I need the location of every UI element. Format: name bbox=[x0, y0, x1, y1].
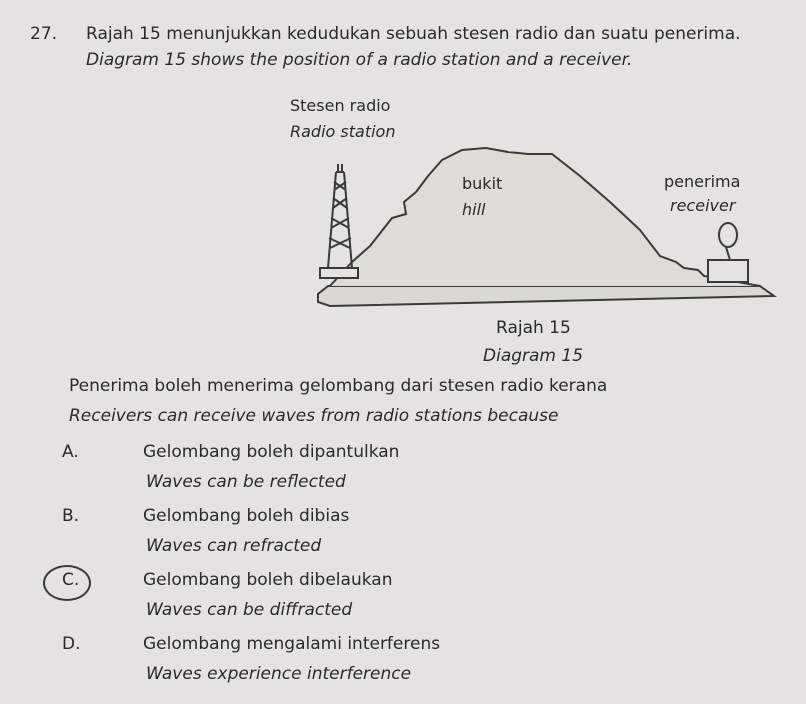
option-letter: C. bbox=[62, 570, 80, 590]
question-text-malay: Rajah 15 menunjukkan kedudukan sebuah stesen radio dan suatu penerima. bbox=[86, 24, 741, 44]
receiver-label-malay: penerima bbox=[664, 172, 741, 191]
diagram-radio-station-hill bbox=[290, 90, 790, 320]
hill-label-malay: bukit bbox=[462, 174, 503, 193]
option-text-malay: Gelombang boleh dibelaukan bbox=[143, 570, 393, 590]
option-text-malay: Gelombang mengalami interferens bbox=[143, 634, 441, 654]
question-text-english: Diagram 15 shows the position of a radio station and a receiver. bbox=[86, 50, 633, 70]
option-text-malay: Gelombang boleh dipantulkan bbox=[143, 442, 400, 462]
receiver-label-english: receiver bbox=[670, 196, 736, 215]
option-text-malay: Gelombang boleh dibias bbox=[143, 506, 350, 526]
stem-malay: Penerima boleh menerima gelombang dari stesen radio kerana bbox=[69, 376, 608, 396]
option-letter: A. bbox=[62, 442, 79, 462]
question-number: 27. bbox=[30, 24, 58, 44]
option-letter: B. bbox=[62, 506, 80, 526]
diagram-caption-malay: Rajah 15 bbox=[496, 318, 571, 338]
stem-english: Receivers can receive waves from radio stations because bbox=[69, 406, 559, 426]
station-label-english: Radio station bbox=[290, 122, 396, 141]
receiver-house-icon bbox=[708, 223, 748, 282]
hill-label-english: hill bbox=[462, 200, 486, 219]
diagram-caption-english: Diagram 15 bbox=[483, 346, 584, 366]
option-letter: D. bbox=[62, 634, 81, 654]
option-text-english: Waves experience interference bbox=[146, 664, 412, 684]
option-text-english: Waves can be reflected bbox=[146, 472, 346, 492]
option-text-english: Waves can be diffracted bbox=[146, 600, 353, 620]
option-text-english: Waves can refracted bbox=[146, 536, 322, 556]
station-label-malay: Stesen radio bbox=[290, 96, 391, 115]
ground bbox=[318, 286, 774, 306]
radio-tower-icon bbox=[320, 164, 358, 278]
hill-outline bbox=[330, 148, 760, 286]
